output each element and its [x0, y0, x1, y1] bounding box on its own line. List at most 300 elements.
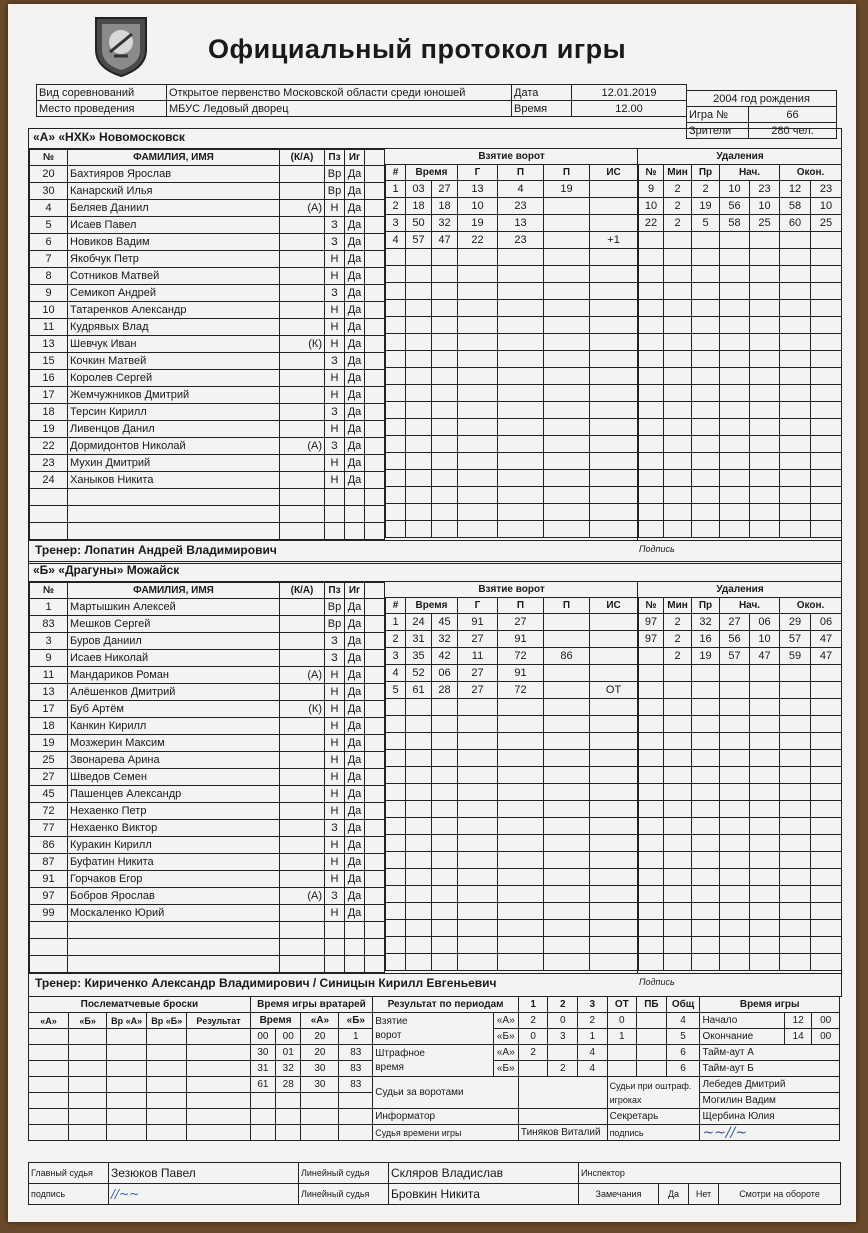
- player-name: Ханыков Никита: [68, 472, 280, 489]
- penalty-start-ss: [750, 801, 780, 818]
- penalty-end-mm: [780, 733, 811, 750]
- penalty-end-mm: [780, 453, 811, 470]
- penalty-player: [639, 385, 664, 402]
- player-played: Да: [345, 200, 365, 217]
- penalty-start-mm: [720, 682, 750, 699]
- penalty-reason: [692, 835, 720, 852]
- goal-assist-2: [544, 733, 590, 750]
- col-name: ФАМИЛИЯ, ИМЯ: [68, 583, 280, 599]
- penalty-reason: [692, 852, 720, 869]
- player-role: [280, 718, 325, 735]
- penalties-title: Удаления: [716, 583, 764, 595]
- referee-signature: //~~: [109, 1184, 299, 1205]
- goal-scorer: 27: [458, 631, 498, 648]
- empty-cell: [365, 684, 385, 701]
- goal-situation: [590, 453, 638, 470]
- penalty-player: 10: [639, 198, 664, 215]
- empty-cell: [280, 489, 325, 506]
- penalty-start-mm: [720, 402, 750, 419]
- goal-assist-1: [498, 954, 544, 971]
- goal-assist-2: [544, 903, 590, 920]
- player-row: [30, 956, 385, 973]
- player-position: З: [325, 234, 345, 251]
- player-name: Мартышкин Алексей: [68, 599, 280, 616]
- goal-number: [386, 249, 406, 266]
- player-played: Да: [345, 472, 365, 489]
- penalty-reason: [692, 385, 720, 402]
- penalty-end-ss: [811, 835, 842, 852]
- player-played: Да: [345, 234, 365, 251]
- empty-cell: [365, 387, 385, 404]
- player-row: [30, 421, 385, 438]
- player-played: Да: [345, 404, 365, 421]
- goal-minute: [406, 266, 432, 283]
- goals-label-1: Взятие: [375, 1015, 408, 1027]
- empty-cell: [325, 922, 345, 939]
- goal-row: [386, 631, 638, 648]
- goal-minute: [406, 903, 432, 920]
- player-row: [30, 684, 385, 701]
- team-a-section: [28, 128, 842, 564]
- penalty-reason: [692, 869, 720, 886]
- penalty-start-mm: [720, 852, 750, 869]
- goal-second: [432, 283, 458, 300]
- goal-col-num: #: [386, 165, 406, 181]
- empty-cell: [365, 472, 385, 489]
- goal-minute: [406, 784, 432, 801]
- goal-row: [386, 385, 638, 402]
- penalty-end-mm: [780, 368, 811, 385]
- goal-scorer: [458, 784, 498, 801]
- penalty-reason: 16: [692, 631, 720, 648]
- goal-scorer: [458, 835, 498, 852]
- penalty-reason: [692, 784, 720, 801]
- period-3: 3: [578, 997, 608, 1013]
- penalty-row: [639, 215, 842, 232]
- penalty-start-ss: [750, 283, 780, 300]
- goal-assist-2: [544, 215, 590, 232]
- penalty-minutes: 2: [664, 198, 692, 215]
- goal-situation: [590, 283, 638, 300]
- player-role: [280, 234, 325, 251]
- penalty-reason: [692, 334, 720, 351]
- player-row: [30, 837, 385, 854]
- player-number: 18: [30, 718, 68, 735]
- player-position: Н: [325, 701, 345, 718]
- penalty-row: [639, 665, 842, 682]
- penalty-end-ss: [811, 521, 842, 538]
- penalty-end-ss: [811, 504, 842, 521]
- penalty-reason: [692, 521, 720, 538]
- player-role: [280, 404, 325, 421]
- timeout-b: Тайм-аут Б: [700, 1061, 840, 1077]
- period-ot: ОТ: [607, 997, 637, 1013]
- goal-second: [432, 852, 458, 869]
- player-number: 9: [30, 285, 68, 302]
- penalty-end-ss: [811, 419, 842, 436]
- goal-assist-2: [544, 835, 590, 852]
- goal-second: [432, 521, 458, 538]
- penalty-player: [639, 283, 664, 300]
- player-played: Да: [345, 803, 365, 820]
- goal-situation: [590, 521, 638, 538]
- goal-scorer: 10: [458, 198, 498, 215]
- penalty-end-ss: [811, 699, 842, 716]
- penalty-reason: [692, 937, 720, 954]
- goal-number: [386, 801, 406, 818]
- goals-b-p3: 1: [578, 1029, 608, 1045]
- pim-a-p2: [548, 1045, 578, 1061]
- player-played: Да: [345, 752, 365, 769]
- goal-assist-1: [498, 351, 544, 368]
- goal-situation: [590, 733, 638, 750]
- goal-scorer: [458, 402, 498, 419]
- goal-number: [386, 266, 406, 283]
- player-name: Москаленко Юрий: [68, 905, 280, 922]
- goal-row: [386, 869, 638, 886]
- pim-b-total: 6: [666, 1061, 700, 1077]
- penalty-player: [639, 682, 664, 699]
- player-role: (К): [280, 336, 325, 353]
- penalty-end-ss: [811, 283, 842, 300]
- goal-situation: [590, 937, 638, 954]
- player-row: [30, 370, 385, 387]
- goal-assist-1: [498, 903, 544, 920]
- empty-cell: [30, 523, 68, 540]
- player-position: Н: [325, 769, 345, 786]
- goal-assist-1: [498, 869, 544, 886]
- penalty-start-mm: [720, 317, 750, 334]
- goal-second: [432, 750, 458, 767]
- goal-minute: [406, 317, 432, 334]
- goal-second: [432, 300, 458, 317]
- player-played: Да: [345, 667, 365, 684]
- penalty-end-mm: [780, 716, 811, 733]
- player-name: Новиков Вадим: [68, 234, 280, 251]
- goal-scorer: [458, 351, 498, 368]
- time-label: Время: [512, 101, 572, 117]
- gk-time-mm: 00: [250, 1029, 275, 1045]
- penalty-start-mm: [720, 954, 750, 971]
- empty-cell: [325, 956, 345, 973]
- penalty-end-ss: 47: [811, 631, 842, 648]
- goal-assist-2: [544, 283, 590, 300]
- player-name: Мешков Сергей: [68, 616, 280, 633]
- goal-assist-1: [498, 334, 544, 351]
- player-position: Н: [325, 837, 345, 854]
- penalty-start-mm: 56: [720, 631, 750, 648]
- player-role: [280, 769, 325, 786]
- goal-situation: [590, 835, 638, 852]
- player-role: (А): [280, 438, 325, 455]
- penalty-start-mm: [720, 835, 750, 852]
- col-number: №: [30, 150, 68, 166]
- player-played: Да: [345, 387, 365, 404]
- penalty-end-ss: [811, 920, 842, 937]
- player-position: Н: [325, 268, 345, 285]
- penalty-start-ss: [750, 682, 780, 699]
- player-name: Королев Сергей: [68, 370, 280, 387]
- goal-number: [386, 504, 406, 521]
- goals-a-p3: 2: [578, 1013, 608, 1029]
- penalty-player: [639, 784, 664, 801]
- goal-minute: [406, 385, 432, 402]
- goal-minute: [406, 699, 432, 716]
- pen-col-pr: Пр: [692, 165, 720, 181]
- player-played: Да: [345, 684, 365, 701]
- goal-number: [386, 818, 406, 835]
- empty-cell: [325, 523, 345, 540]
- goal-assist-2: [544, 368, 590, 385]
- goal-assist-2: [544, 249, 590, 266]
- player-number: 97: [30, 888, 68, 905]
- penalty-end-mm: [780, 954, 811, 971]
- player-row: [30, 200, 385, 217]
- player-row: [30, 302, 385, 319]
- gk-time-ss: 01: [276, 1045, 301, 1061]
- pen-col-min: Мин: [664, 598, 692, 614]
- penalty-reason: 19: [692, 648, 720, 665]
- goal-scorer: [458, 869, 498, 886]
- goal-minute: [406, 521, 432, 538]
- goal-second: [432, 368, 458, 385]
- player-position: Вр: [325, 599, 345, 616]
- penalty-minutes: 2: [664, 631, 692, 648]
- player-played: Да: [345, 735, 365, 752]
- col-pz: Пз: [325, 583, 345, 599]
- gk-b: 83: [339, 1077, 373, 1093]
- player-row: [30, 905, 385, 922]
- goal-assist-1: [498, 283, 544, 300]
- penalty-start-mm: [720, 470, 750, 487]
- player-name: Бобров Ярослав: [68, 888, 280, 905]
- penalty-start-ss: [750, 665, 780, 682]
- goal-number: [386, 487, 406, 504]
- empty-cell: [365, 922, 385, 939]
- goal-scorer: [458, 920, 498, 937]
- timekeeper-name: Тиняков Виталий: [518, 1125, 607, 1141]
- penalty-start-ss: [750, 317, 780, 334]
- player-number: 86: [30, 837, 68, 854]
- penalty-reason: 19: [692, 198, 720, 215]
- player-number: 11: [30, 319, 68, 336]
- player-position: Н: [325, 387, 345, 404]
- goal-row: [386, 784, 638, 801]
- penalty-row: [639, 767, 842, 784]
- goal-scorer: 27: [458, 665, 498, 682]
- player-role: (А): [280, 888, 325, 905]
- goal-situation: [590, 181, 638, 198]
- penalty-start-ss: [750, 818, 780, 835]
- goal-minute: [406, 869, 432, 886]
- goal-minute: [406, 249, 432, 266]
- goal-situation: [590, 614, 638, 631]
- empty-cell: [68, 523, 280, 540]
- player-number: 1: [30, 599, 68, 616]
- penalty-row: [639, 699, 842, 716]
- goal-assist-2: [544, 470, 590, 487]
- penalty-start-ss: [750, 767, 780, 784]
- goal-minute: [406, 954, 432, 971]
- penalty-end-mm: [780, 487, 811, 504]
- player-row: [30, 523, 385, 540]
- player-number: 17: [30, 701, 68, 718]
- player-position: Н: [325, 667, 345, 684]
- team-a-coach: Тренер: Лопатин Андрей Владимирович: [35, 543, 277, 557]
- empty-cell: [365, 803, 385, 820]
- goal-row: [386, 436, 638, 453]
- goal-assist-1: [498, 402, 544, 419]
- remarks-yes: Да: [659, 1184, 689, 1205]
- empty-cell: [365, 820, 385, 837]
- penalty-start-mm: [720, 886, 750, 903]
- goal-second: [432, 470, 458, 487]
- player-position: Н: [325, 854, 345, 871]
- goal-assist-1: [498, 784, 544, 801]
- player-row: [30, 701, 385, 718]
- gk-time-ss: 28: [276, 1077, 301, 1093]
- pim-a-p3: 4: [578, 1045, 608, 1061]
- goal-minute: [406, 436, 432, 453]
- goal-situation: [590, 699, 638, 716]
- goal-assist-1: 23: [498, 232, 544, 249]
- col-pz: Пз: [325, 150, 345, 166]
- penalty-reason: [692, 716, 720, 733]
- penalty-minutes: [664, 317, 692, 334]
- empty-cell: [365, 701, 385, 718]
- penalty-minutes: [664, 351, 692, 368]
- empty-cell: [365, 650, 385, 667]
- goal-assist-1: [498, 920, 544, 937]
- penalty-minutes: [664, 402, 692, 419]
- player-number: 8: [30, 268, 68, 285]
- penalty-end-ss: [811, 334, 842, 351]
- goal-assist-2: [544, 521, 590, 538]
- goal-second: 45: [432, 614, 458, 631]
- goal-second: 27: [432, 181, 458, 198]
- penalty-reason: [692, 733, 720, 750]
- goal-assist-2: [544, 699, 590, 716]
- goal-situation: [590, 317, 638, 334]
- goal-assist-1: [498, 368, 544, 385]
- player-role: [280, 905, 325, 922]
- player-position: Н: [325, 871, 345, 888]
- player-number: 25: [30, 752, 68, 769]
- period-pb: ПБ: [637, 997, 667, 1013]
- penalty-row: [639, 504, 842, 521]
- gk-time-ss: 32: [276, 1061, 301, 1077]
- penalty-end-mm: [780, 682, 811, 699]
- referee-label: Главный судья: [29, 1163, 109, 1184]
- penalty-row: [639, 750, 842, 767]
- secretary-name: Щербина Юлия: [700, 1109, 840, 1125]
- penalty-row: [639, 334, 842, 351]
- goal-assist-1: [498, 767, 544, 784]
- player-number: 18: [30, 404, 68, 421]
- team-a-penalties: [638, 149, 842, 538]
- empty-cell: [365, 633, 385, 650]
- penalty-row: [639, 402, 842, 419]
- penalty-player: [639, 903, 664, 920]
- player-position: З: [325, 633, 345, 650]
- goal-second: [432, 920, 458, 937]
- empty-cell: [365, 285, 385, 302]
- goal-situation: [590, 266, 638, 283]
- player-played: Да: [345, 438, 365, 455]
- player-number: 7: [30, 251, 68, 268]
- page-title: Официальный протокол игры: [208, 34, 627, 64]
- pim-b-ot: [607, 1061, 637, 1077]
- player-role: [280, 735, 325, 752]
- shootout-col-gk-b: Вр «Б»: [147, 1013, 187, 1029]
- empty-cell: [365, 939, 385, 956]
- goal-second: 47: [432, 232, 458, 249]
- officials: [28, 1162, 841, 1205]
- goal-scorer: 19: [458, 215, 498, 232]
- venue-value: МБУС Ледовый дворец: [167, 101, 512, 117]
- empty-cell: [68, 939, 280, 956]
- player-position: Н: [325, 200, 345, 217]
- linesman-1: Скляров Владислав: [389, 1163, 579, 1184]
- penalty-minutes: [664, 852, 692, 869]
- goal-assist-2: [544, 818, 590, 835]
- goal-scorer: [458, 733, 498, 750]
- goal-minute: [406, 818, 432, 835]
- empty-cell: [365, 268, 385, 285]
- goal-assist-1: 27: [498, 614, 544, 631]
- penalty-row: [639, 385, 842, 402]
- goal-col-g: Г: [458, 598, 498, 614]
- team-b-coach: Тренер: Кириченко Александр Владимирович / Синицын Кирилл Евгеньевич: [35, 976, 497, 990]
- player-number: 5: [30, 217, 68, 234]
- player-role: [280, 684, 325, 701]
- penalty-end-mm: [780, 750, 811, 767]
- goal-assist-1: [498, 716, 544, 733]
- player-role: [280, 786, 325, 803]
- penalty-start-mm: 10: [720, 181, 750, 198]
- goal-second: [432, 733, 458, 750]
- goal-minute: 61: [406, 682, 432, 699]
- player-name: Беляев Даниил: [68, 200, 280, 217]
- goal-scorer: [458, 368, 498, 385]
- penalty-end-mm: 29: [780, 614, 811, 631]
- player-name: Кочкин Матвей: [68, 353, 280, 370]
- goal-scorer: [458, 436, 498, 453]
- penalty-reason: [692, 750, 720, 767]
- penalty-minutes: [664, 368, 692, 385]
- penalty-end-ss: 23: [811, 181, 842, 198]
- penalty-end-ss: [811, 249, 842, 266]
- player-name: Буфатин Никита: [68, 854, 280, 871]
- goal-number: [386, 852, 406, 869]
- penalty-start-ss: [750, 699, 780, 716]
- penalty-start-ss: [750, 920, 780, 937]
- penalty-row: [639, 648, 842, 665]
- penalty-player: [639, 317, 664, 334]
- goal-second: [432, 835, 458, 852]
- penalty-start-mm: [720, 232, 750, 249]
- goal-row: [386, 886, 638, 903]
- player-played: Да: [345, 251, 365, 268]
- empty-cell: [280, 922, 325, 939]
- pim-b-pb: [637, 1061, 667, 1077]
- penalty-end-ss: 47: [811, 648, 842, 665]
- penalty-row: [639, 419, 842, 436]
- pim-b-p1: [518, 1061, 548, 1077]
- penalty-minutes: [664, 818, 692, 835]
- goal-assist-2: [544, 232, 590, 249]
- empty-cell: [365, 854, 385, 871]
